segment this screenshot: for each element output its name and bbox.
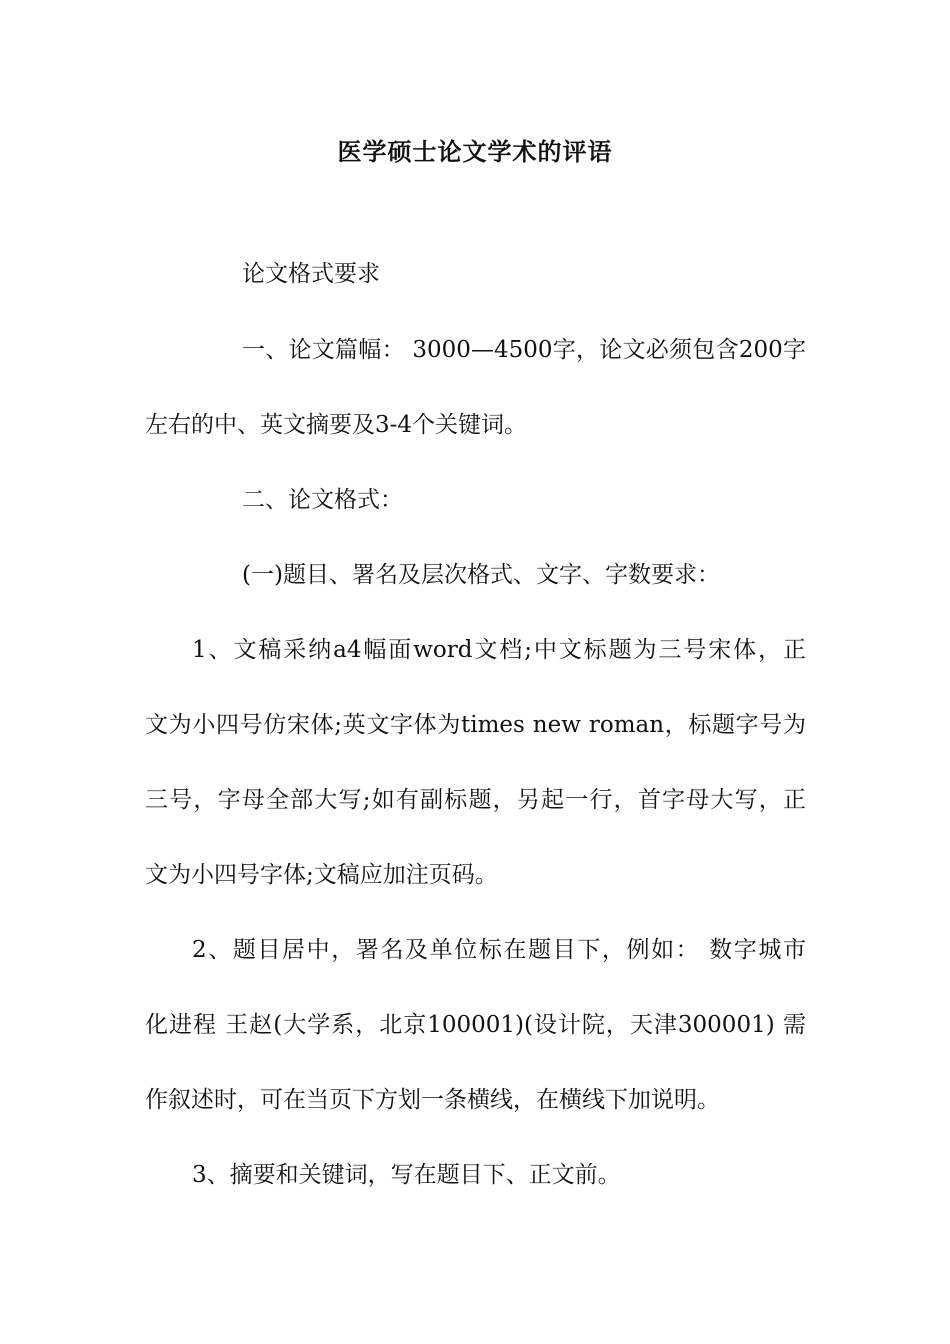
paragraph-line: 左右的中、英文摘要及3-4个关键词。 — [145, 412, 528, 438]
subsection-heading: (一)题目、署名及层次格式、文字、字数要求： — [242, 562, 720, 588]
paragraph-line: 三号，字母全部大写;如有副标题，另起一行，首字母大写，正 — [145, 787, 806, 813]
section-heading: 论文格式要求 — [242, 261, 380, 287]
paragraph-line: 文为小四号仿宋体;英文字体为times new roman，标题字号为 — [145, 712, 806, 738]
paragraph-line: 3、摘要和关键词，写在题目下、正文前。 — [192, 1162, 621, 1188]
paragraph-line: 1、文稿采纳a4幅面word文档;中文标题为三号宋体，正 — [192, 637, 806, 663]
paragraph-line: 作叙述时，可在当页下方划一条横线，在横线下加说明。 — [145, 1087, 720, 1113]
section-heading: 二、论文格式： — [242, 487, 403, 513]
document-title: 医学硕士论文学术的评语 — [337, 137, 613, 166]
paragraph-line: 一、论文篇幅： 3000—4500字，论文必须包含200字 — [242, 337, 806, 363]
paragraph-line: 文为小四号字体;文稿应加注页码。 — [145, 862, 498, 888]
paragraph-line: 2、题目居中，署名及单位标在题目下，例如： 数字城市 — [192, 937, 806, 963]
paragraph-line: 化进程 王赵(大学系，北京100001)(设计院，天津300001) 需 — [145, 1012, 806, 1038]
